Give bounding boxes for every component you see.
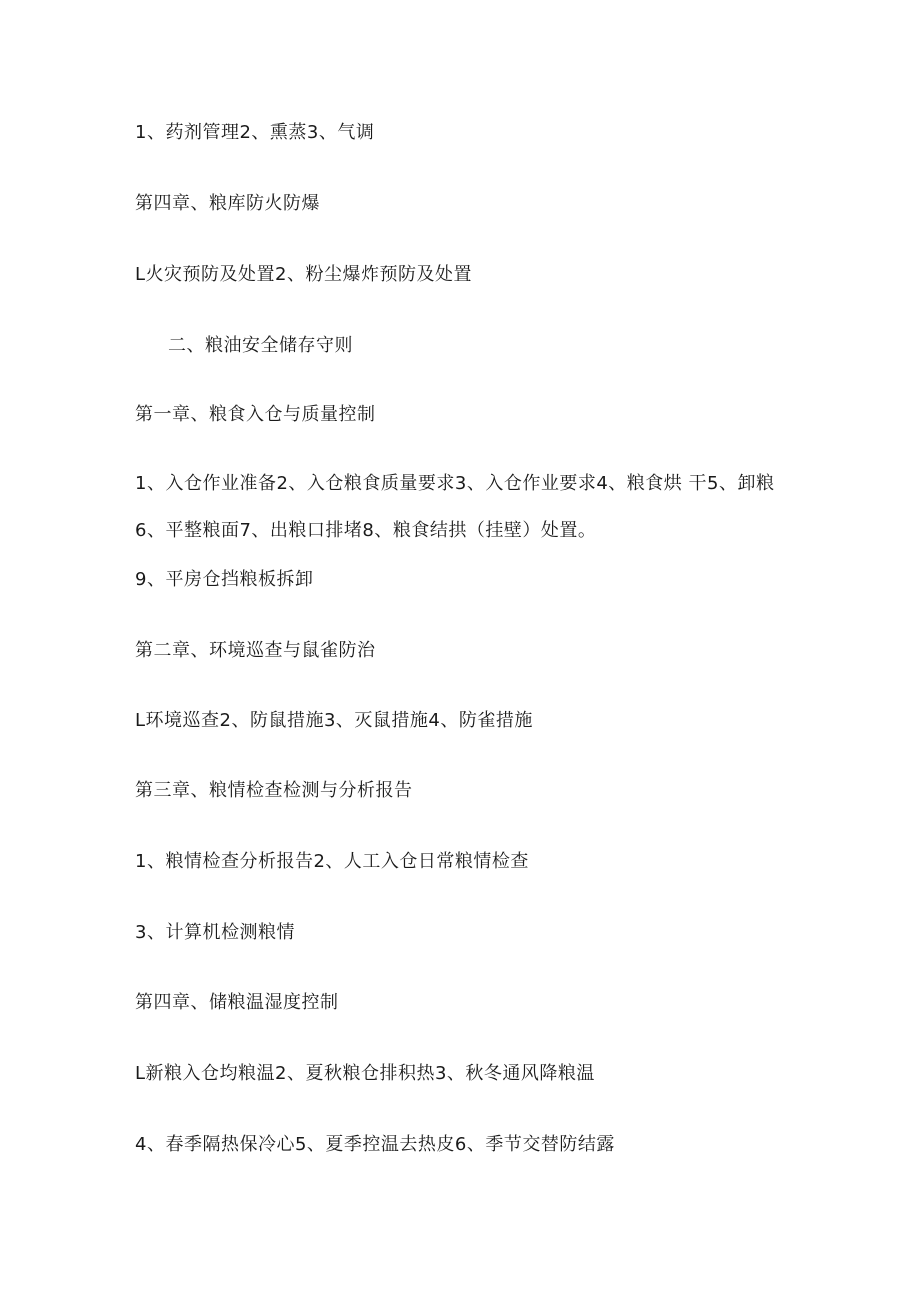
item-list-line: 6、平整粮面7、出粮口排堵8、粮食结拱（挂壁）处置。 [135,520,597,541]
item-list-line: L火灾预防及处置2、粉尘爆炸预防及处置 [135,264,472,285]
item-list-line: 1、粮情检查分析报告2、人工入仓日常粮情检查 [135,851,529,872]
chapter-heading: 第二章、环境巡查与鼠雀防治 [135,640,376,661]
item-list-line: L环境巡查2、防鼠措施3、灭鼠措施4、防雀措施 [135,710,533,731]
item-list-line: 9、平房仓挡粮板拆卸 [135,569,314,590]
chapter-heading: 第四章、储粮温湿度控制 [135,992,339,1013]
item-list-line: L新粮入仓均粮温2、夏秋粮仓排积热3、秋冬通风降粮温 [135,1063,595,1084]
item-list-line: 4、春季隔热保冷心5、夏季控温去热皮6、季节交替防结露 [135,1134,615,1155]
section-heading: 二、粮油安全储存守则 [168,335,353,356]
item-list-line: 1、入仓作业准备2、入仓粮食质量要求3、入仓作业要求4、粮食烘 干5、卸粮 [135,473,775,494]
chapter-heading: 第三章、粮情检查检测与分析报告 [135,780,413,801]
chapter-heading: 第四章、粮库防火防爆 [135,193,320,214]
item-list-line: 1、药剂管理2、熏蒸3、气调 [135,122,375,143]
item-list-line: 3、计算机检测粮情 [135,922,295,943]
chapter-heading: 第一章、粮食入仓与质量控制 [135,404,376,425]
